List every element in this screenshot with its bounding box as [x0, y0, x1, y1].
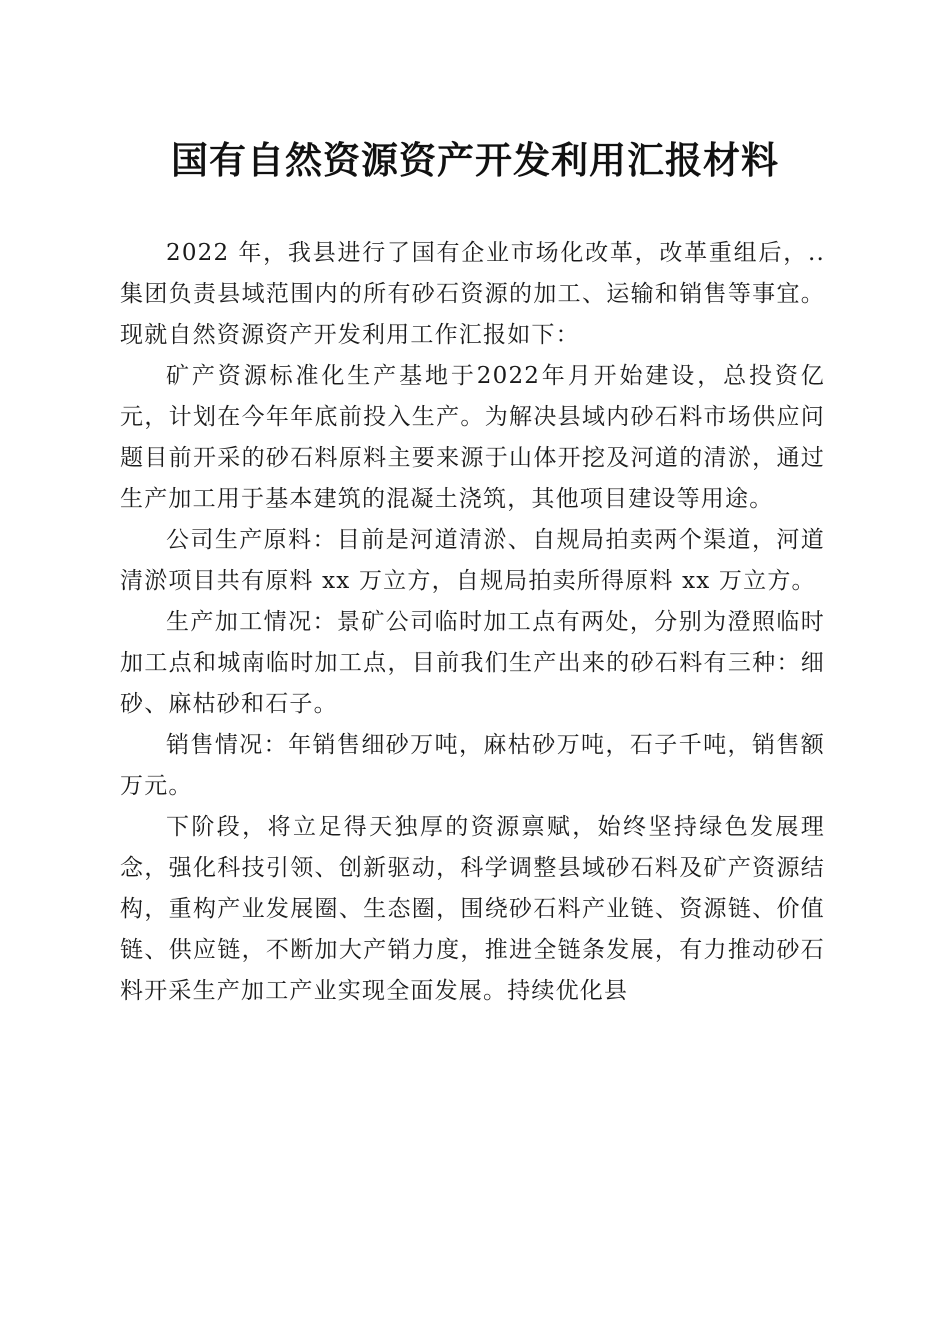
- document-body: [120, 233, 825, 1012]
- paragraph-production-base: 矿产资源标准化生产基地于2022年月开始建设，总投资亿元，计划在今年年底前投入生产。为解决县域内砂石料市场供应问题目前开采的砂石料原料主要来源于山体开挖及河道的清淤，通过生产加工用于基本建筑的混凝土浇筑，其他项目建设等用途。: [120, 363, 825, 512]
- paragraph-processing: 生产加工情况：景矿公司临时加工点有两处，分别为澄照临时加工点和城南临时加工点，目前我们生产出来的砂石料有三种：细砂、麻枯砂和石子。: [120, 609, 825, 717]
- paragraph-sales: 销售情况：年销售细砂万吨，麻枯砂万吨，石子千吨，销售额万元。: [120, 732, 825, 799]
- paragraph-intro: 2022 年，我县进行了国有企业市场化改革，改革重组后，..集团负责县域范围内的所有砂石资源的加工、运输和销售等事宜。现就自然资源资产开发利用工作汇报如下：: [120, 240, 825, 348]
- document-title: 国有自然资源资产开发利用汇报材料: [171, 138, 779, 182]
- paragraph-raw-materials: 公司生产原料：目前是河道清淤、自规局拍卖两个渠道，河道清淤项目共有原料 xx 万立方，自规局拍卖所得原料 xx 万立方。: [120, 527, 825, 594]
- paragraph-next-stage: 下阶段，将立足得天独厚的资源禀赋，始终坚持绿色发展理念，强化科技引领、创新驱动，科学调整县域砂石料及矿产资源结构，重构产业发展圈、生态圈，围绕砂石料产业链、资源链、价值链、供应链，不断加大产销力度，推进全链条发展，有力推动砂石料开采生产加工产业实现全面发展。持续优化县: [120, 814, 825, 1004]
